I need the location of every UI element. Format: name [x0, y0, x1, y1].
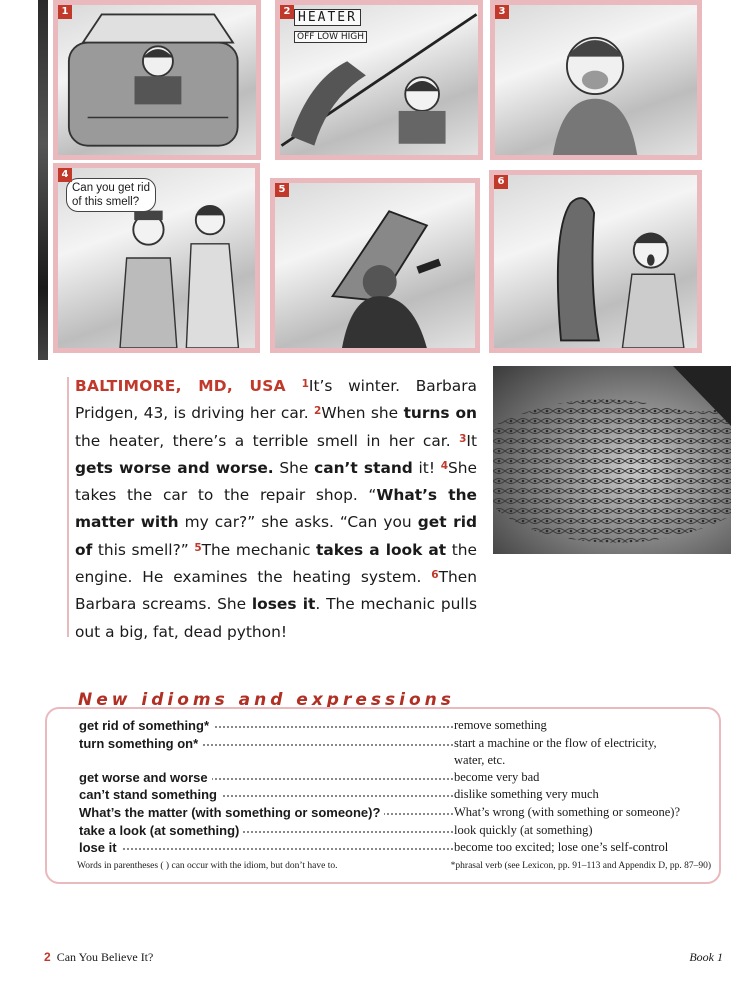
idiom-term: turn something on* — [79, 736, 202, 751]
idiom-row — [79, 840, 707, 856]
comic-panel-2 — [275, 0, 483, 160]
heater-control-illustration — [280, 5, 478, 155]
story-text: It’s winter. Barbara Pridgen, 43, is driving her car. — [75, 377, 477, 423]
comic-panel-4 — [53, 163, 260, 353]
idiom-definition: look quickly (at something) — [454, 823, 593, 837]
idiom-row — [79, 805, 707, 821]
story-text: The mechanic — [201, 540, 317, 559]
story-text: She — [273, 458, 315, 477]
idiom-row — [79, 787, 707, 803]
story-text: the engine. He examines the heating system. — [75, 540, 478, 587]
idiom-definition: start a machine or the flow of electricity, — [454, 736, 657, 750]
parentheses-note: Words in parentheses ( ) can occur with the idiom, but don’t have to. — [77, 861, 338, 871]
idiom-term: can’t stand something — [79, 787, 221, 802]
dateline: BALTIMORE, MD, USA — [75, 377, 286, 395]
driver-covering-nose-illustration — [495, 5, 697, 155]
panel-number: 3 — [495, 5, 509, 19]
comic-panel-1 — [53, 0, 261, 160]
book-title: Can You Believe It? — [56, 950, 154, 964]
idiom-term: get rid of something* — [79, 718, 213, 733]
story-text: She takes the car to the repair shop. “ — [75, 458, 478, 505]
story-text: Then Barbara screams. She — [75, 568, 477, 614]
sentence-number: 1 — [301, 378, 309, 390]
idiom-definition-continued: water, etc. — [454, 753, 506, 767]
story-text: the heater, there’s a terrible smell in her car. — [75, 431, 460, 450]
idiom-highlight: takes a look at — [316, 540, 447, 559]
leader-dots — [79, 848, 453, 850]
panel-number: 2 — [280, 5, 294, 19]
idioms-title: New idioms and expressions — [78, 690, 455, 710]
sentence-number: 2 — [314, 405, 322, 418]
idiom-term: lose it — [79, 840, 121, 855]
python-reveal-illustration — [494, 175, 697, 348]
sentence-number: 5 — [194, 541, 202, 554]
idiom-term: take a look (at something) — [79, 823, 243, 838]
python-skin-photo — [493, 366, 731, 554]
idiom-row — [79, 718, 707, 734]
phrasal-verb-note: *phrasal verb (see Lexicon, pp. 91–113 and Appendix D, pp. 87–90) — [450, 861, 711, 871]
idiom-highlight: can’t stand — [314, 458, 413, 477]
car-driver-illustration — [58, 5, 256, 155]
sentence-number: 3 — [459, 432, 467, 445]
idiom-definition: dislike something very much — [454, 787, 599, 801]
sentence-number: 4 — [440, 459, 449, 472]
story-text: When she — [321, 404, 404, 423]
panel-number: 1 — [58, 5, 72, 19]
idiom-row — [79, 770, 707, 786]
idiom-term: What’s the matter (with something or someone)? — [79, 805, 384, 820]
heater-sign: HEATER — [294, 9, 361, 26]
page-number: 2 — [44, 950, 51, 964]
story-text: my car?” she asks. “Can you — [178, 513, 418, 532]
idiom-term: get worse and worse — [79, 770, 212, 785]
comic-panel-6 — [489, 170, 702, 353]
idiom-definition: become very bad — [454, 770, 540, 784]
story-text: this smell?” — [92, 540, 195, 559]
idiom-highlight: What’s the matter with — [75, 486, 477, 532]
panel-number: 5 — [275, 183, 289, 197]
story-text: . The mechanic pulls out a big, fat, dead python! — [75, 595, 477, 641]
idiom-row — [79, 736, 707, 767]
idiom-highlight: turns on — [403, 404, 477, 423]
snake-scales-pattern — [493, 366, 731, 554]
story-text: It — [466, 431, 477, 450]
story-text: it! — [412, 458, 441, 477]
idiom-definition: remove something — [454, 718, 547, 732]
idiom-definition: become too excited; lose one’s self-control — [454, 840, 669, 854]
comic-panel-3 — [490, 0, 702, 160]
idioms-box — [45, 707, 721, 884]
idiom-highlight: loses it — [251, 595, 316, 614]
idiom-definition: What’s wrong (with something or someone)? — [454, 805, 680, 819]
book-label: Book 1 — [689, 950, 723, 964]
story-paragraph — [75, 373, 477, 646]
comic-panel-5 — [270, 178, 480, 353]
idiom-highlight: get rid of — [75, 513, 477, 559]
panel-number: 6 — [494, 175, 508, 189]
story-margin-rule — [67, 377, 69, 637]
idiom-row — [79, 823, 707, 839]
panel-number: 4 — [58, 168, 72, 182]
speech-bubble: Can you get rid of this smell? — [66, 178, 156, 212]
sentence-number: 6 — [431, 569, 439, 582]
mechanic-engine-illustration — [275, 183, 475, 348]
heater-settings: OFF LOW HIGH — [294, 31, 367, 43]
page-edge-strip — [38, 0, 48, 360]
idiom-highlight: gets worse and worse. — [75, 458, 274, 477]
page-footer-left — [44, 950, 153, 965]
